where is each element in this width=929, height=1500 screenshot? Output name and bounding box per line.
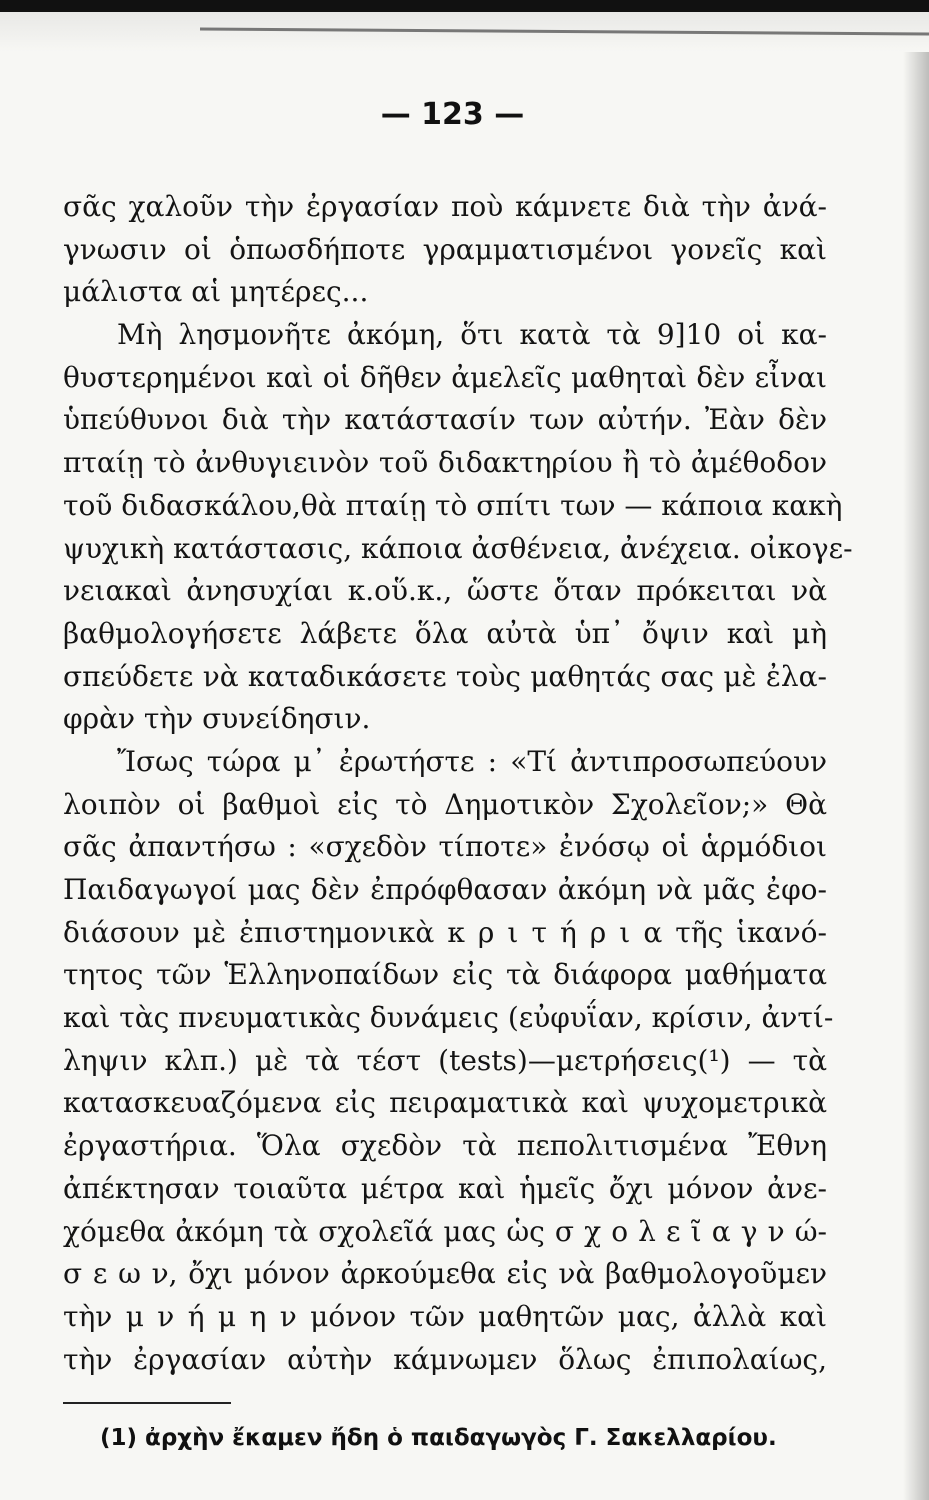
text-line: σᾶς χαλοῦν τὴν ἐργασίαν ποὺ κάμνετε διὰ τὴν ἀνά-: [63, 190, 827, 223]
footnote: (1) ἀρχὴν ἔκαμεν ἤδη ὁ παιδαγωγὸς Γ. Σακελλαρίου.: [100, 1425, 777, 1451]
text-line: νειακαὶ ἀνησυχίαι κ.οὕ.κ., ὥστε ὅταν πρόκειται νὰ: [63, 574, 827, 608]
text-line: Μὴ λησμονῆτε ἀκόμη, ὅτι κατὰ τὰ 9]10 οἱ κα-: [117, 318, 827, 352]
page-gutter-shadow: [903, 52, 929, 1500]
text-line: σᾶς ἀπαντήσω : «σχεδὸν τίποτε» ἐνόσῳ οἱ ἁρμόδιοι: [63, 830, 827, 864]
text-line: σπεύδετε νὰ καταδικάσετε τοὺς μαθητάς σας μὲ ἐλα-: [63, 659, 827, 693]
text-line: θυστερημένοι καὶ οἱ δῆθεν ἀμελεῖς μαθηταὶ δὲν εἶναι: [63, 360, 827, 394]
text-line: πταίῃ τὸ ἀνθυγιεινὸν τοῦ διδακτηρίου ἢ τὸ ἀμέθοδον: [63, 446, 827, 480]
text-line: ἐργαστήρια. Ὅλα σχεδὸν τὰ πεπολιτισμένα Ἔθνη: [63, 1129, 827, 1163]
text-line: διάσουν μὲ ἐπιστημονικὰ κ ρ ι τ ή ρ ι α τῆς ἱκανό-: [63, 915, 827, 949]
text-line: τοῦ διδασκάλου,θὰ πταίῃ τὸ σπίτι των — κάποια κακὴ: [63, 488, 843, 522]
text-line: τὴν μ ν ή μ η ν μόνον τῶν μαθητῶν μας, ἀλλὰ καὶ: [63, 1299, 827, 1333]
text-line: Ἴσως τώρα μ᾽ ἐρωτήστε : «Τί ἀντιπροσωπεύουν: [117, 744, 827, 778]
text-line: ληψιν κλπ.) μὲ τὰ τέστ (tests)—μετρήσεις(¹) — τὰ: [63, 1043, 827, 1077]
page-number: — 123 —: [380, 97, 525, 132]
text-line: βαθμολογήσετε λάβετε ὅλα αὐτὰ ὑπ᾽ ὄψιν καὶ μὴ: [63, 616, 827, 650]
footnote-rule: [63, 1402, 231, 1404]
text-line: καὶ τὰς πνευματικὰς δυνάμεις (εὐφυΐαν, κρίσιν, ἀντί-: [63, 1001, 834, 1035]
text-line: μάλιστα αἱ μητέρες...: [63, 275, 369, 309]
text-line: Παιδαγωγοί μας δὲν ἐπρόφθασαν ἀκόμη νὰ μᾶς ἐφο-: [63, 873, 827, 906]
text-line: λοιπὸν οἱ βαθμοὶ εἰς τὸ Δημοτικὸν Σχολεῖον;» Θὰ: [63, 787, 827, 821]
text-line: φρὰν τὴν συνείδησιν.: [63, 702, 371, 736]
text-line: τητος τῶν Ἑλληνοπαίδων εἰς τὰ διάφορα μαθήματα: [63, 958, 827, 992]
text-line: κατασκευαζόμενα εἰς πειραματικὰ καὶ ψυχομετρικὰ: [63, 1086, 827, 1120]
text-line: σ ε ω ν, ὄχι μόνον ἀρκούμεθα εἰς νὰ βαθμολογοῦμεν: [63, 1257, 827, 1291]
text-line: τὴν ἐργασίαν αὐτὴν κάμνωμεν ὅλως ἐπιπολαίως,: [63, 1342, 827, 1376]
text-line: ἀπέκτησαν τοιαῦτα μέτρα καὶ ἡμεῖς ὄχι μόνον ἀνε-: [63, 1171, 827, 1205]
text-line: ὑπεύθυνοι διὰ τὴν κατάστασίν των αὐτήν. Ἐὰν δὲν: [63, 403, 827, 437]
text-line: γνωσιν οἱ ὁπωσδήποτε γραμματισμένοι γονεῖς καὶ: [63, 232, 827, 266]
body-text: [63, 186, 853, 1381]
text-line: ψυχικὴ κατάστασις, κάποια ἀσθένεια, ἀνέχεια. οἰκογε-: [63, 531, 853, 565]
text-line: χόμεθα ἀκόμη τὰ σχολεῖά μας ὡς σ χ ο λ ε ῖ α γ ν ώ-: [63, 1214, 827, 1248]
